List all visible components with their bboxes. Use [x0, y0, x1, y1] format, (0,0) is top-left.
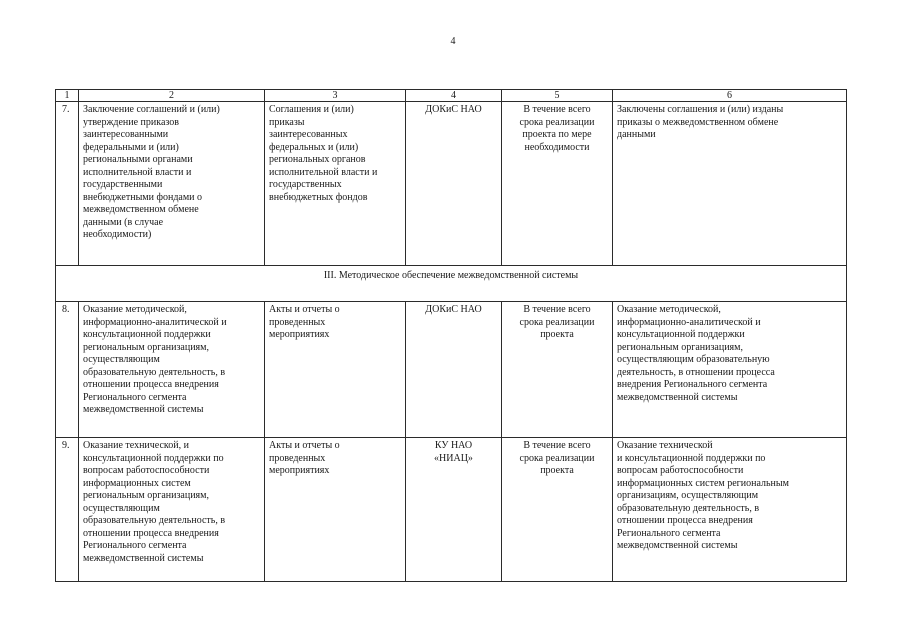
- row-number: 7.: [56, 102, 79, 266]
- deadline-cell: В течение всего срока реализации проекта: [502, 302, 613, 438]
- column-header-row: [56, 90, 847, 102]
- table-row: [56, 302, 847, 438]
- section-heading-row: [56, 266, 847, 302]
- activity-cell: Оказание технической, и консультационной поддержки по вопросам работоспособности информационных систем региональным организациям, осуществляющим образовательную деятельность, в отношении процесса внедрения Регионального сегмента межведомственной системы: [79, 438, 265, 582]
- activity-cell: Оказание методической, информационно-аналитической и консультационной поддержки региональным организациям, осуществляющим образовательную деятельность, в отношении процесса внедрения Регионального сегмента межведомственной системы: [79, 302, 265, 438]
- result-cell: Заключены соглашения и (или) изданы приказы о межведомственном обмене данными: [613, 102, 847, 266]
- column-header: 2: [79, 90, 265, 102]
- column-header: 4: [406, 90, 502, 102]
- column-header: 5: [502, 90, 613, 102]
- responsible-cell: КУ НАО «НИАЦ»: [406, 438, 502, 582]
- column-header: 6: [613, 90, 847, 102]
- deadline-cell: В течение всего срока реализации проекта по мере необходимости: [502, 102, 613, 266]
- documents-cell: Соглашения и (или) приказы заинтересованных федеральных и (или) региональных органов исполнительной власти и государственных внебюджетных фондов: [265, 102, 406, 266]
- table-row: [56, 438, 847, 582]
- table-row: [56, 102, 847, 266]
- column-header: 3: [265, 90, 406, 102]
- page-number: 4: [450, 36, 456, 47]
- row-number: 9.: [56, 438, 79, 582]
- activities-table: [55, 89, 847, 582]
- result-cell: Оказание технической и консультационной поддержки по вопросам работоспособности информационных систем региональным организациям, осуществляющим образовательную деятельность, в отношении процесса внедрения Регионального сегмента межведомственной системы: [613, 438, 847, 582]
- documents-cell: Акты и отчеты о проведенных мероприятиях: [265, 302, 406, 438]
- column-header: 1: [56, 90, 79, 102]
- section-heading: III. Методическое обеспечение межведомственной системы: [56, 266, 847, 302]
- responsible-cell: ДОКиС НАО: [406, 102, 502, 266]
- documents-cell: Акты и отчеты о проведенных мероприятиях: [265, 438, 406, 582]
- responsible-cell: ДОКиС НАО: [406, 302, 502, 438]
- row-number: 8.: [56, 302, 79, 438]
- activity-cell: Заключение соглашений и (или) утверждение приказов заинтересованными федеральными и (или) региональными органами исполнительной власти и государственными внебюджетными фондами о межведомственном обмене данными (в случае необходимости): [79, 102, 265, 266]
- result-cell: Оказание методической, информационно-аналитической и консультационной поддержки региональным организациям, осуществляющим образовательную деятельность, в отношении процесса внедрения Регионального сегмента межведомственной системы: [613, 302, 847, 438]
- deadline-cell: В течение всего срока реализации проекта: [502, 438, 613, 582]
